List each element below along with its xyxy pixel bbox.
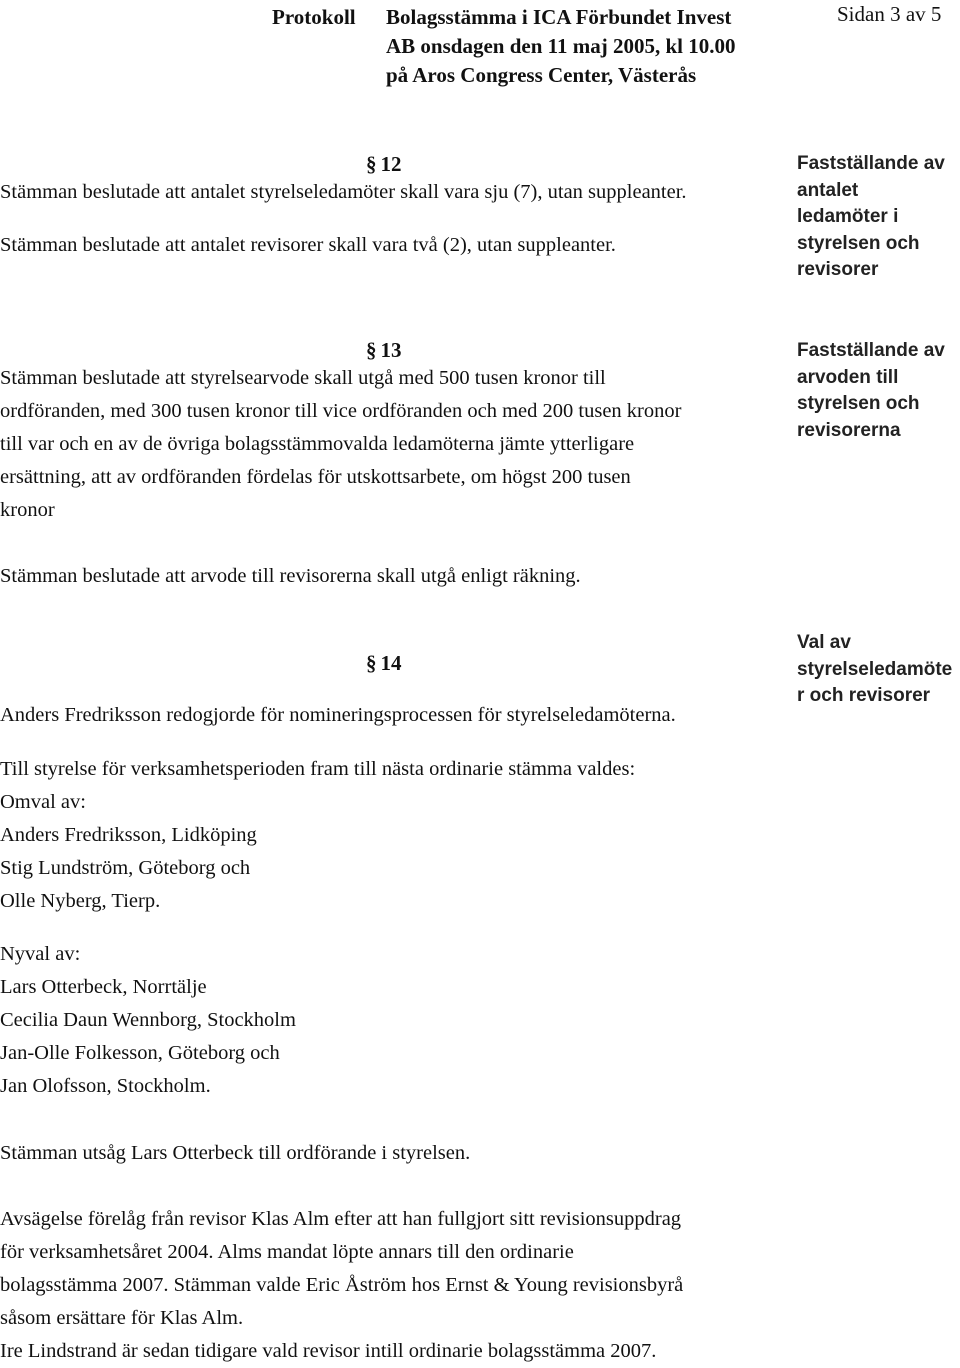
paragraph-line: kronor <box>0 499 55 521</box>
paragraph: Stämman beslutade att antalet revisorer skall vara två (2), utan suppleanter. <box>0 234 616 256</box>
side-heading-line: styrelseledamöte <box>797 658 953 680</box>
section-12-side-heading <box>797 151 960 284</box>
text-line: Stig Lundström, Göteborg och <box>0 857 251 879</box>
section-symbol: § <box>366 152 377 176</box>
text-line: Nyval av: <box>0 943 81 965</box>
section-12-heading <box>366 152 402 177</box>
text-line: Till styrelse för verksamhetsperioden fram till nästa ordinarie stämma valdes: <box>0 758 636 780</box>
meeting-title <box>386 3 735 90</box>
section-13-heading <box>366 338 402 363</box>
section-number: 14 <box>380 651 402 675</box>
nyval-block <box>0 938 296 1103</box>
side-heading-line: revisorerna <box>797 419 901 441</box>
text-line: Anders Fredriksson, Lidköping <box>0 824 257 846</box>
text-line: Olle Nyberg, Tierp. <box>0 890 161 912</box>
paragraph-line: Stämman beslutade att styrelsearvode skall utgå med 500 tusen kronor till <box>0 367 606 389</box>
chair-paragraph: Stämman utsåg Lars Otterbeck till ordförande i styrelsen. <box>0 1142 471 1164</box>
section-number: 13 <box>380 338 402 362</box>
section-14-heading <box>366 651 402 676</box>
side-heading-line: Fastställande av <box>797 340 945 361</box>
text-line: bolagsstämma 2007. Stämman valde Eric Åström hos Ernst & Young revisionsbyrå <box>0 1274 684 1296</box>
side-heading-line: r och revisorer <box>797 685 931 706</box>
paragraph-line: till var och en av de övriga bolagsstämmovalda ledamöterna jämte ytterligare <box>0 433 635 455</box>
text-line: Lars Otterbeck, Norrtälje <box>0 976 207 998</box>
side-heading-line: antalet <box>797 179 859 201</box>
text-line: Jan Olofsson, Stockholm. <box>0 1075 211 1097</box>
text-line: Jan-Olle Folkesson, Göteborg och <box>0 1042 280 1064</box>
section-12-body <box>0 176 687 262</box>
side-heading-line: styrelsen och <box>797 393 920 414</box>
nomination-paragraph: Anders Fredriksson redogjorde för nomineringsprocessen för styrelseledamöterna. <box>0 704 676 726</box>
section-number: 12 <box>380 152 402 176</box>
text-line: Avsägelse förelåg från revisor Klas Alm efter att han fullgjort sitt revisionsuppdrag <box>0 1208 682 1230</box>
section-14-side-heading <box>797 630 960 710</box>
section-symbol: § <box>366 651 377 675</box>
auditor-fee-paragraph: Stämman beslutade att arvode till revisorerna skall utgå enligt räkning. <box>0 565 581 587</box>
text-line: Omval av: <box>0 791 86 813</box>
paragraph-line: ordföranden, med 300 tusen kronor till vice ordföranden och med 200 tusen kronor <box>0 400 682 422</box>
section-13-body <box>0 362 681 527</box>
side-heading-line: arvoden till <box>797 366 899 388</box>
text-line: såsom ersättare för Klas Alm. <box>0 1307 244 1329</box>
paragraph-line: ersättning, att av ordföranden fördelas för utskottsarbete, om högst 200 tusen <box>0 466 631 488</box>
section-13-side-heading <box>797 338 960 444</box>
protocol-label: Protokoll <box>272 5 356 29</box>
omval-block <box>0 753 635 918</box>
side-heading-line: Val av <box>797 632 851 653</box>
side-heading-line: Fastställande av <box>797 153 945 174</box>
side-heading-line: revisorer <box>797 259 879 280</box>
resignation-paragraph <box>0 1203 683 1368</box>
text-line: för verksamhetsåret 2004. Alms mandat löpte annars till den ordinarie <box>0 1241 574 1263</box>
page-number: Sidan 3 av 5 <box>837 2 942 26</box>
text-line: Ire Lindstrand är sedan tidigare vald revisor intill ordinarie bolagsstämma 2007. <box>0 1340 657 1362</box>
side-heading-line: ledamöter i <box>797 206 899 227</box>
meeting-title-line: Bolagsstämma i ICA Förbundet Invest <box>386 5 732 29</box>
text-line: Cecilia Daun Wennborg, Stockholm <box>0 1009 296 1031</box>
meeting-title-line: på Aros Congress Center, Västerås <box>386 63 697 87</box>
side-heading-line: styrelsen och <box>797 232 920 254</box>
section-symbol: § <box>366 338 377 362</box>
paragraph: Stämman beslutade att antalet styrelseledamöter skall vara sju (7), utan suppleanter. <box>0 181 687 203</box>
meeting-title-line: AB onsdagen den 11 maj 2005, kl 10.00 <box>386 34 736 58</box>
